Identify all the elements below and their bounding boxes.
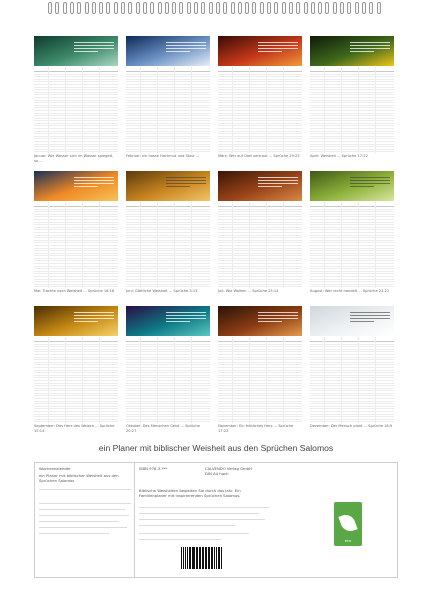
planner-row	[126, 150, 210, 153]
month-caption: Juli: Wie Wolken ... Sprüche 25:14	[218, 289, 279, 293]
binding-ring	[347, 2, 351, 14]
binding-ring	[85, 2, 89, 14]
binding-ring	[325, 2, 329, 14]
month-photo	[126, 36, 210, 66]
product-description: Biblische Weisheiten begleiten Sie durch das Jahr. Ein Familienplaner mit inspirierenden Sprüchen Salomos.	[139, 488, 241, 498]
isbn-label: ISBN 978-3-***	[139, 466, 168, 471]
binding-ring	[311, 2, 315, 14]
planner-table	[310, 337, 394, 423]
month-page	[310, 306, 394, 432]
planner-row	[218, 285, 302, 288]
planner-table	[34, 337, 118, 423]
month-page	[126, 36, 210, 162]
quote-text-block	[74, 42, 114, 56]
binding-ring	[274, 2, 278, 14]
month-caption: Juni: Göttliche Weisheit ... Sprüche 3:13	[126, 289, 198, 293]
binding-ring	[114, 2, 118, 14]
month-caption: Dezember: Der Mensch plant ... Sprüche 16:9	[310, 424, 393, 428]
binding-ring	[318, 2, 322, 14]
binding-ring	[282, 2, 286, 14]
month-caption: April: Weisheit ... Sprüche 17:22	[310, 154, 368, 158]
month-caption: Januar: Wie Wasser sich im Wasser spiegelt, so ...	[34, 154, 114, 163]
binding-ring	[304, 2, 308, 14]
quote-text-block	[74, 312, 114, 326]
barcode-icon	[181, 543, 223, 569]
quote-text-block	[166, 42, 206, 56]
quote-text-block	[350, 42, 390, 56]
planner-row	[126, 420, 210, 423]
binding-ring	[92, 2, 96, 14]
calendar-tagline: ein Planer mit biblischer Weisheit aus den Sprüchen Salomos	[98, 443, 334, 453]
binding-ring	[143, 2, 147, 14]
binding-ring	[209, 2, 213, 14]
binding-ring	[55, 2, 59, 14]
planner-table	[34, 67, 118, 153]
binding-ring	[296, 2, 300, 14]
binding-ring	[369, 2, 373, 14]
binding-ring	[267, 2, 271, 14]
leaf-icon	[338, 512, 357, 534]
planner-table	[126, 337, 210, 423]
quote-text-block	[258, 42, 298, 56]
binding-ring	[63, 2, 67, 14]
binding-ring	[165, 2, 169, 14]
month-page	[34, 306, 118, 432]
planner-table	[310, 202, 394, 288]
eco-badge	[334, 502, 362, 546]
month-page	[218, 36, 302, 162]
binding-ring	[289, 2, 293, 14]
planner-row	[218, 420, 302, 423]
month-photo	[34, 306, 118, 336]
binding-ring	[377, 2, 381, 14]
planner-row	[34, 150, 118, 153]
binding-ring	[172, 2, 176, 14]
planner-row	[126, 285, 210, 288]
planner-row	[310, 150, 394, 153]
info-left-column	[35, 463, 135, 577]
planner-table	[218, 202, 302, 288]
planner-table	[126, 67, 210, 153]
planner-row	[34, 420, 118, 423]
month-page	[126, 171, 210, 297]
eco-label: eco	[344, 539, 352, 543]
planner-table	[34, 202, 118, 288]
binding-ring	[355, 2, 359, 14]
binding-ring	[128, 2, 132, 14]
month-page	[310, 171, 394, 297]
binding-ring	[260, 2, 264, 14]
binding-ring	[201, 2, 205, 14]
binding-ring	[48, 2, 52, 14]
month-page	[126, 306, 210, 432]
binding-ring	[70, 2, 74, 14]
month-caption: August: Wer recht handelt ... Sprüche 21:21	[310, 289, 390, 293]
binding-ring	[216, 2, 220, 14]
info-subtitle: ein Planer mit biblischer Weisheit aus den Sprüchen Salomos	[39, 472, 119, 483]
binding-ring	[158, 2, 162, 14]
month-caption: September: Das Herz des Weisen ... Sprüche 15:14	[34, 424, 115, 433]
binding-ring	[136, 2, 140, 14]
binding-ring	[223, 2, 227, 14]
month-caption: Mai: Trachte nach Weisheit ... Sprüche 16:16	[34, 289, 115, 293]
planner-table	[126, 202, 210, 288]
binding-ring	[194, 2, 198, 14]
binding-ring	[106, 2, 110, 14]
month-caption: Februar: Ich hasse Hochmut und Stolz ...	[126, 154, 199, 158]
calendar-binding	[48, 0, 384, 16]
quote-text-block	[258, 312, 298, 326]
format-label: DIN A4 hoch	[205, 470, 229, 476]
month-page	[218, 171, 302, 297]
quote-text-block	[258, 177, 298, 191]
month-photo	[34, 36, 118, 66]
binding-ring	[238, 2, 242, 14]
month-photo	[126, 171, 210, 201]
month-page	[34, 171, 118, 297]
planner-row	[310, 285, 394, 288]
month-photo	[126, 306, 210, 336]
quote-text-block	[166, 312, 206, 326]
planner-row	[34, 285, 118, 288]
month-photo	[310, 36, 394, 66]
month-page	[218, 306, 302, 432]
quote-text-block	[166, 177, 206, 191]
binding-ring	[245, 2, 249, 14]
binding-ring	[77, 2, 81, 14]
binding-ring	[99, 2, 103, 14]
binding-ring	[150, 2, 154, 14]
planner-row	[218, 150, 302, 153]
month-photo	[218, 306, 302, 336]
binding-ring	[252, 2, 256, 14]
month-caption: November: Ein fröhliches Herz ... Sprüche 17:22	[218, 424, 294, 433]
month-photo	[310, 306, 394, 336]
month-grid	[34, 36, 394, 432]
month-photo	[218, 36, 302, 66]
binding-ring	[187, 2, 191, 14]
info-title: Wochenkalender	[39, 466, 71, 471]
planner-table	[218, 67, 302, 153]
binding-ring	[333, 2, 337, 14]
month-page	[310, 36, 394, 162]
binding-ring	[179, 2, 183, 14]
planner-row	[310, 420, 394, 423]
binding-ring	[362, 2, 366, 14]
quote-text-block	[74, 177, 114, 191]
planner-table	[310, 67, 394, 153]
month-page	[34, 36, 118, 162]
binding-ring	[231, 2, 235, 14]
month-caption: März: Wer auf Gott vertraut ... Sprüche 29:25	[218, 154, 300, 158]
publisher-label: CALVENDO Verlag GmbH	[205, 466, 253, 471]
quote-text-block	[350, 312, 390, 326]
quote-text-block	[350, 177, 390, 191]
month-photo	[34, 171, 118, 201]
binding-ring	[340, 2, 344, 14]
planner-table	[218, 337, 302, 423]
month-caption: Oktober: Des Menschen Geist ... Sprüche 20:27	[126, 424, 200, 433]
month-photo	[218, 171, 302, 201]
binding-ring	[121, 2, 125, 14]
month-photo	[310, 171, 394, 201]
